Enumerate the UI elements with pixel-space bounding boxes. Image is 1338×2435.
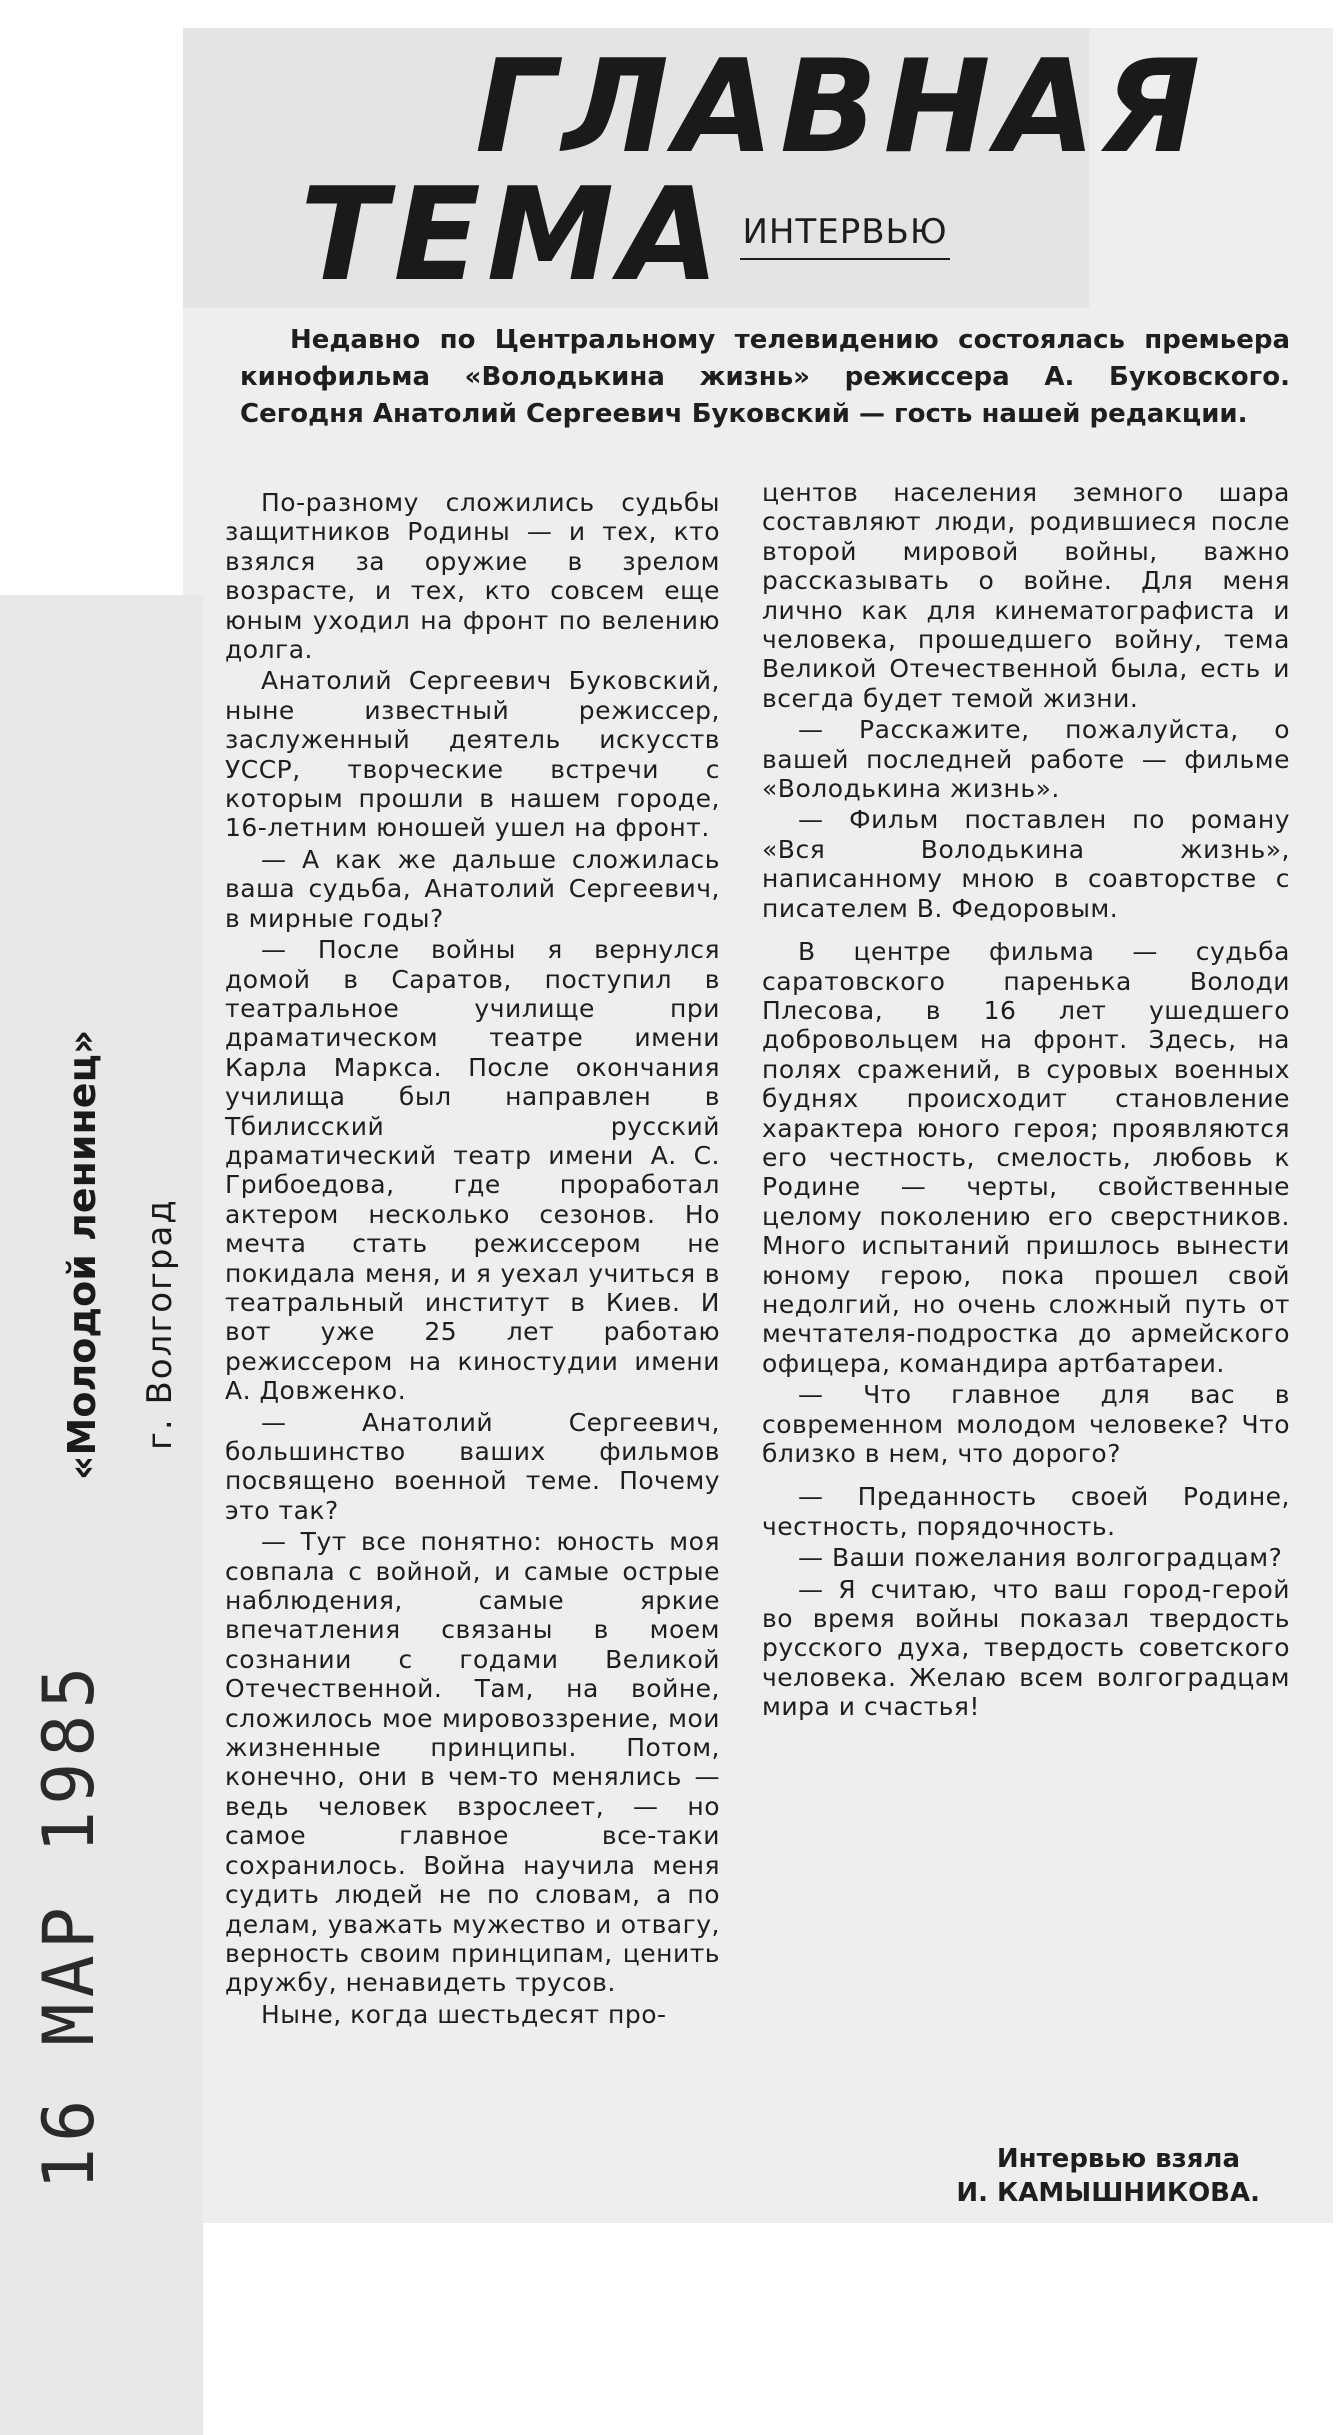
paragraph: центов населения земного шара составляют люди, родившиеся после второй мировой войны, важно рассказывать о войне. Для меня лично как для кинематографиста и человека, прошедшего войну, тема Великой Отечественной была, есть и всегда будет темой жизни. bbox=[762, 478, 1290, 713]
rubric-label: ИНТЕРВЬЮ bbox=[740, 212, 950, 260]
signature bbox=[880, 2142, 1260, 2210]
lead-paragraph: Недавно по Центральному телевидению состоялась премьера кинофильма «Володькина жизнь» режиссера А. Буковского. Сегодня Анатолий Сергеевич Буковский — гость нашей редакции. bbox=[240, 325, 1290, 429]
question: — Расскажите, пожалуйста, о вашей последней работе — фильме «Володькина жизнь». bbox=[762, 715, 1290, 804]
answer: — Я считаю, что ваш город-герой во время войны показал твердость русского духа, твердость советского человека. Желаю всем волгоградцам мира и счастья! bbox=[762, 1574, 1290, 1722]
signature-line-1: Интервью взяла bbox=[996, 2144, 1240, 2174]
paragraph: По-разному сложились судьбы защитников Родины — и тех, кто взялся за оружие в зрелом возрасте, и тех, кто совсем еще юным уходил на фронт по велению долга. bbox=[225, 488, 720, 665]
title-line-1: ГЛАВНАЯ bbox=[475, 33, 1207, 182]
question: — Что главное для вас в современном молодом человеке? Что близко в нем, что дорого? bbox=[762, 1380, 1290, 1468]
paragraph: Анатолий Сергеевич Буковский, ныне известный режиссер, заслуженный деятель искусств УССР, творческие встречи с которым прошли в нашем городе, 16-летним юношей ушел на фронт. bbox=[225, 666, 720, 843]
text-column-1 bbox=[225, 488, 720, 2031]
newspaper-city: г. Волгоград bbox=[140, 1198, 180, 1450]
text-column-2 bbox=[762, 478, 1290, 1724]
question: — А как же дальше сложилась ваша судьба, Анатолий Сергеевич, в мирные годы? bbox=[225, 844, 720, 933]
question: — Ваши пожелания волгоградцам? bbox=[798, 1543, 1283, 1573]
question: — Анатолий Сергеевич, большинство ваших фильмов посвящено военной теме. Почему это так? bbox=[225, 1407, 720, 1525]
paragraph: В центре фильма — судьба саратовского паренька Володи Плесова, в 16 лет ушедшего добровольцем на фронт. Здесь, на полях сражений, в суровых военных буднях происходит становление характера юного героя; проявляются его честность, смелость, любовь к Родине — черты, свойственные целому поколению его сверстников. Много испытаний пришлось вынести юному герою, пока прошел свой недолгий, но очень сложный путь от мечтателя-подростка до армейского офицера, командира артбатареи. bbox=[762, 937, 1290, 1378]
paragraph: Ныне, когда шестьдесят про- bbox=[261, 1999, 667, 2029]
answer: — Тут все понятно: юность моя совпала с войной, и самые острые наблюдения, самые яркие впечатления связаны в моем сознании с годами Великой Отечественной. Там, на войне, сложилось мое мировоззрение, мои жизненные принципы. Потом, конечно, они в чем-то менялись — ведь человек взрослеет, — но самое главное все-таки сохранилось. Война научила меня судить людей не по словам, а по делам, уважать мужество и отвагу, верность своим принципам, ценить дружбу, ненавидеть трусов. bbox=[225, 1527, 720, 1998]
answer: — Фильм поставлен по роману «Вся Володькина жизнь», написанному мною в соавторстве с писателем В. Федоровым. bbox=[762, 805, 1290, 923]
newspaper-name: «Молодой ленинец» bbox=[60, 1029, 104, 1480]
signature-author: И. КАМЫШНИКОВА. bbox=[956, 2178, 1260, 2208]
date-stamp: 16 МАР 1985 bbox=[28, 1660, 110, 2190]
title-line-2: ТЕМА bbox=[300, 161, 726, 310]
answer: — Преданность своей Родине, честность, порядочность. bbox=[762, 1482, 1290, 1541]
answer: — После войны я вернулся домой в Саратов, поступил в театральное училище при драматическом театре имени Карла Маркса. После окончания училища был направлен в Тбилисский русский драматический театр имени А. С. Грибоедова, где проработал актером несколько сезонов. Но мечта стать режиссером не покидала меня, и я уехал учиться в театральный институт в Киев. И вот уже 25 лет работаю режиссером на киностудии имени А. Довженко. bbox=[225, 935, 720, 1406]
